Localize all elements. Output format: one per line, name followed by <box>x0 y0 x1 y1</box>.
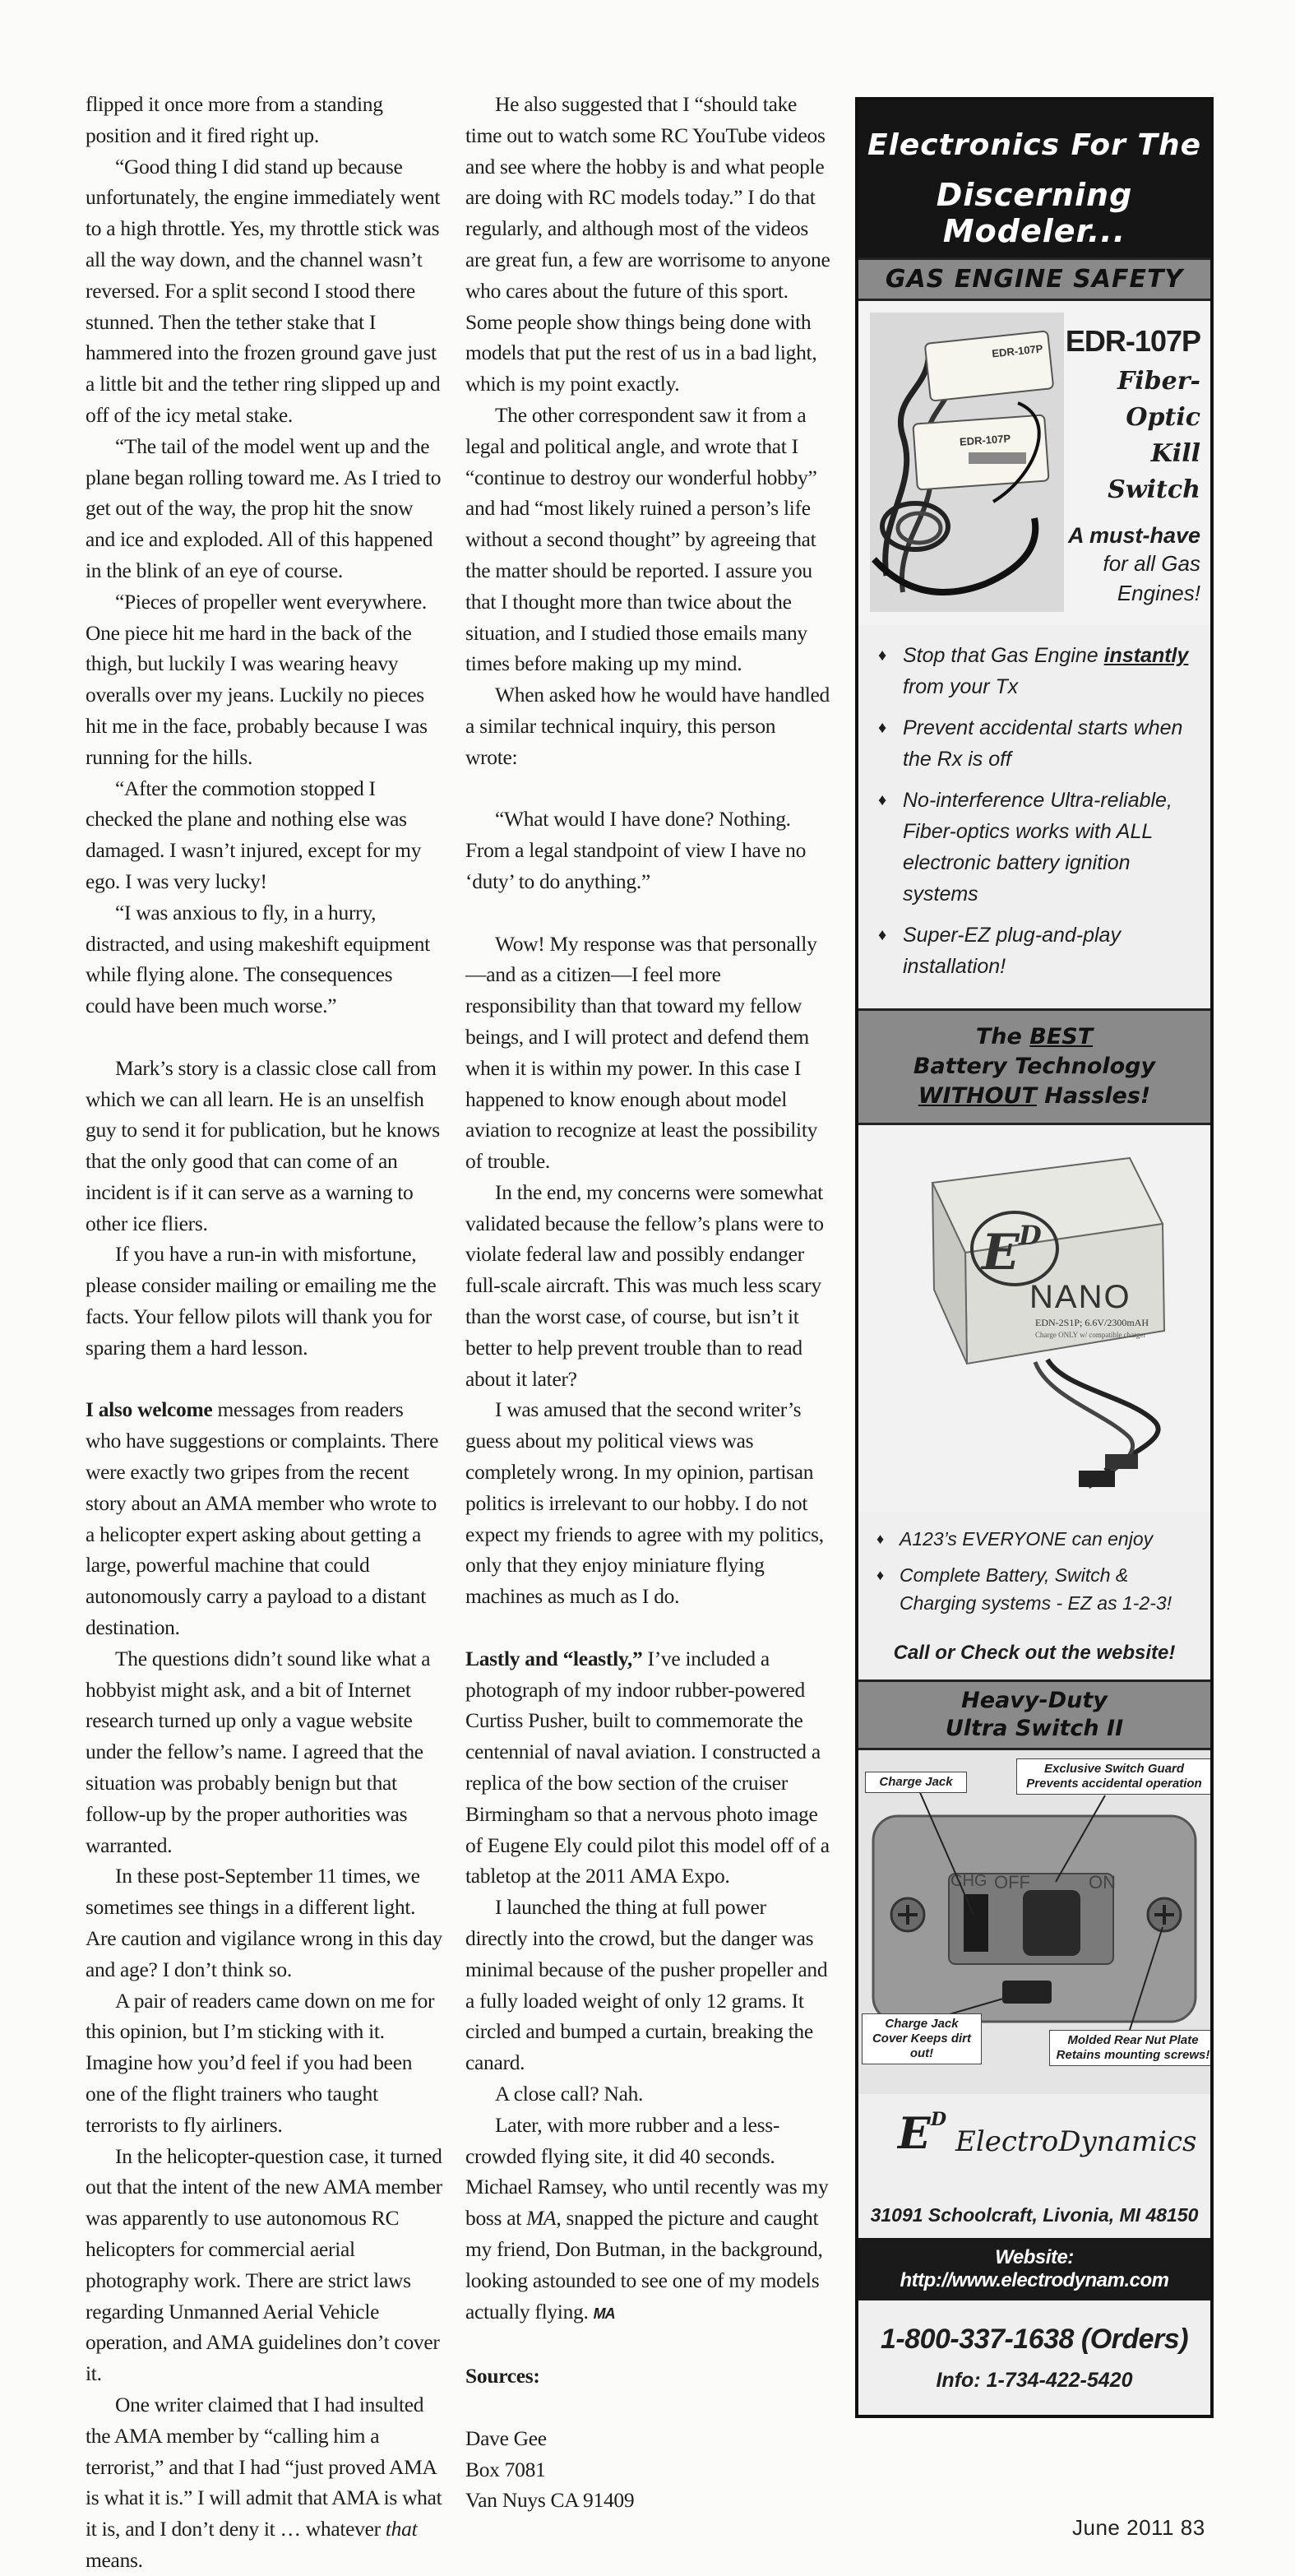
callout-charge-jack: Charge Jack <box>865 1772 967 1793</box>
model-number: EDR-107P <box>1065 324 1200 358</box>
paragraph-text: Later, with more rubber and a less-crowded flying site, it did 40 seconds. Michael Ramsey, who until recently was my boss at <box>465 2112 829 2231</box>
paragraph: In the end, my concerns were somewhat validated because the fellow’s plans were to violate federal law and possibly endanger full-scale aircraft. This was much less scary than the worst case, of course, but isn’t it better to help prevent trouble than to read about it later? <box>465 1179 824 1391</box>
paragraph <box>86 2389 442 2576</box>
callout-jack-cover: Charge Jack Cover Keeps dirt out! <box>862 2013 982 2064</box>
must-have-line: for all Gas <box>1103 551 1200 576</box>
switch-on-mark: ON <box>1089 1872 1116 1893</box>
kill-switch-features <box>858 625 1210 1008</box>
must-have-line: A must-have <box>1067 523 1200 548</box>
paragraph: Wow! My response was that personally—and as a citizen—I feel more responsibility than that toward my fellow beings, and I will protect and defend them when it is within my power. In this case I happened to know enough about model aviation to recognize at least the possibility of trouble. <box>465 931 818 1174</box>
paragraph: The questions didn’t sound like what a hobbyist might ask, and a bit of Internet research turned up only a vague website under the fellow’s name. I agreed that the situation was probably benign but that follow-up by the proper authorities was warranted. <box>86 1646 431 1857</box>
feature-item: ♦ Prevent accidental starts when the Rx is off <box>878 712 1199 775</box>
source-line: Dave Gee <box>465 2425 547 2450</box>
page-folio: June 2011 83 <box>1072 2515 1205 2540</box>
paragraph: In the helicopter-question case, it turned out that the intent of the new AMA member was apparently to use autonomous RC helicopters for commercial aerial photography work. There are strict laws regarding Unmanned Aerial Vehicle operation, and AMA guidelines don’t cover it. <box>86 2143 442 2386</box>
address: 31091 Schoolcraft, Livonia, MI 48150 <box>870 2204 1199 2226</box>
paragraph: “Pieces of propeller went everywhere. One piece hit me hard in the back of the thigh, but luckily I was wearing heavy overalls over my jeans. Luckily no pieces hit me in the face, probably because I was running for the hills. <box>86 589 428 769</box>
run-in-head: I also welcome <box>86 1397 213 1422</box>
battery-band <box>858 1008 1210 1125</box>
article-column-1 <box>86 89 442 2576</box>
product-name-line: Kill <box>1150 439 1200 468</box>
feature-text: from your Tx <box>903 675 1019 698</box>
ultra-switch-band <box>858 1679 1210 1750</box>
paragraph: I was amused that the second writer’s guess about my political views was completely wrong. In my opinion, partisan politics is irrelevant to our hobby. I do not expect my friends to agree with my politics, only that they enjoy miniature flying machines as much as I do. <box>465 1397 824 1609</box>
band-text: Hassles! <box>1036 1083 1151 1109</box>
ad-headline <box>858 100 1210 257</box>
paragraph-text: , snapped the picture and caught my friend, Don Butman, in the background, looking astounded to see one of my models actually flying. <box>465 2206 823 2323</box>
logo-monogram-sup: D <box>931 2109 947 2130</box>
ultra-switch-photo <box>858 1750 1210 2094</box>
feature-item: ♦ A123’s EVERYONE can enjoy <box>876 1525 1202 1553</box>
order-phone: 1-800-337-1638 (Orders) <box>880 2323 1189 2355</box>
paragraph: The other correspondent saw it from a legal and political angle, and wrote that I “continue to destroy our wonderful hobby” and had “most likely ruined a person’s life without a second thought” by agreeing that the matter should be reported. I assure you that I thought more than twice about the situation, and I studied those emails many times before making up my mind. <box>465 402 817 676</box>
ultra-switch-band-line: Ultra Switch II <box>945 1716 1124 1741</box>
quote-paragraph: “What would I have done? Nothing. From a legal standpoint of view I have no ‘duty’ to do anything.” <box>465 807 807 893</box>
feature-item: ♦ No-interference Ultra-reliable, Fiber-optics works with ALL electronic battery ignition systems <box>878 785 1199 910</box>
paragraph: flipped it once more from a standing position and it fired right up. <box>86 92 383 147</box>
paragraph: When asked how he would have handled a similar technical inquiry, this person wrote: <box>465 683 830 769</box>
call-to-action: Call or Check out the website! <box>893 1642 1176 1664</box>
paragraph: Mark’s story is a classic close call from which we can all learn. He is an unselfish guy to send it for publication, but he knows that the only good that can come of an incident is if it can serve as a warning to other ice fliers. <box>86 1055 440 1235</box>
paragraph: A pair of readers came down on me for this opinion, but I’m sticking with it. Imagine how you’d feel if you had been one of the flight trainers who taught terrorists to fly airliners. <box>86 1988 435 2137</box>
ad-headline-line-2: Discerning Modeler... <box>936 177 1133 249</box>
electrodynamics-logo <box>858 2094 1210 2188</box>
source-line: Van Nuys CA 91409 <box>465 2488 635 2513</box>
pack-label: EDR-107P <box>991 342 1044 360</box>
paragraph: He also suggested that I “should take time out to watch some RC YouTube videos and see where the hobby is and what people are doing with RC models today.” I do that regularly, and although most of the videos are great fun, a few are worrisome to anyone who cares about the future of this sport. Some people show things being done with models that put the rest of us in a bad light, which is my point exactly. <box>465 92 830 396</box>
info-phone: Info: 1-734-422-5420 <box>936 2369 1133 2392</box>
paragraph: I launched the thing at full power directly into the crowd, but the danger was minimal because of the pusher propeller and a fully loaded weight of only 12 grams. It circled and bumped a curtain, breaking the canard. <box>465 1895 828 2075</box>
paragraph: A close call? Nah. <box>495 2082 644 2106</box>
source-line: Box 7081 <box>465 2457 546 2481</box>
battery-features <box>858 1512 1210 1630</box>
switch-chg-mark: CHG <box>950 1872 987 1890</box>
must-have-line: Engines! <box>1117 581 1200 605</box>
website: Website: http://www.electrodynam.com <box>858 2238 1210 2300</box>
paragraph-text: means. <box>86 2547 143 2572</box>
battery-band-line <box>858 1082 1210 1111</box>
paragraph <box>465 2110 832 2330</box>
paragraph <box>86 1394 442 1642</box>
emphasis: that <box>385 2517 418 2541</box>
feature-text: Stop that Gas Engine <box>903 644 1104 667</box>
logo-monogram: E <box>898 2109 931 2159</box>
logo-wordmark: ElectroDynamics <box>955 2125 1197 2158</box>
paragraph-text: I’ve included a photograph of my indoor rubber-powered Curtiss Pusher, built to commemorate the centennial of naval aviation. I constructed a replica of the bow section of the cruiser Birmingham so that a nervous photo image of Eugene Ely could pilot this model off of a tabletop at the 2011 AMA Expo. <box>465 1646 830 1888</box>
kill-switch-photo <box>870 313 1064 612</box>
nano-logo-mark: D <box>1019 1220 1042 1251</box>
battery-band-line: Battery Technology <box>913 1054 1156 1079</box>
callout-nut-plate: Molded Rear Nut Plate Retains mounting screws! <box>1049 2030 1214 2066</box>
paragraph: In these post-September 11 times, we sometimes see things in a different light. Are caution and vigilance wrong in this day and age? I don’t think so. <box>86 1864 442 1981</box>
battery-band-line <box>858 1022 1210 1052</box>
run-in-head: Lastly and “leastly,” <box>465 1646 643 1670</box>
electrodynamics-advertisement <box>855 97 1214 2418</box>
paragraph-text: messages from readers who have suggestions or complaints. There were exactly two gripes from the recent story about an AMA member who wrote to a helicopter expert asking about getting a large, powerful machine that could autonomously carry a payload to a distant destination. <box>86 1397 439 1640</box>
product-name-line: Switch <box>1108 475 1200 504</box>
kill-switch-copy <box>1061 324 1200 608</box>
paragraph <box>465 1643 832 1892</box>
nano-logo-mark: E <box>982 1224 1020 1281</box>
nano-spec-sub: Charge ONLY w/ compatible charger <box>1035 1331 1146 1339</box>
article-column-2 <box>465 89 832 2516</box>
paragraph: “The tail of the model went up and the plane began rolling toward me. As I tried to get out of the way, the prop hit the snow and ice and exploded. All of this happened in the blink of an eye of course. <box>86 433 442 582</box>
nano-brand: NANO <box>1029 1279 1131 1315</box>
nano-spec-label: EDN-2S1P; 6.6V/2300mAH <box>1035 1317 1149 1328</box>
feature-emphasis: instantly <box>1103 644 1189 667</box>
feature-item: ♦ Super-EZ plug-and-play installation! <box>878 920 1199 982</box>
paragraph: If you have a run-in with misfortune, please consider mailing or emailing me the facts. Your fellow pilots will thank you for sparing them a hard lesson. <box>86 1242 437 1360</box>
sources-heading: Sources: <box>465 2364 540 2388</box>
paragraph: “After the commotion stopped I checked the plane and nothing else was damaged. I wasn’t injured, except for my ego. I was very lucky! <box>86 776 422 893</box>
end-mark-logo: MA <box>593 2305 615 2322</box>
kill-switch-section <box>858 301 1210 625</box>
pack-label: EDR-107P <box>959 432 1011 448</box>
ultra-switch-band-line: Heavy-Duty <box>961 1688 1108 1713</box>
band-text: WITHOUT <box>918 1083 1037 1109</box>
callout-switch-guard: Exclusive Switch Guard Prevents accidental operation <box>1016 1758 1212 1795</box>
switch-off-mark: OFF <box>994 1872 1030 1893</box>
emphasis: MA <box>526 2206 557 2231</box>
battery-illustration <box>858 1125 1210 1512</box>
band-text: BEST <box>1029 1024 1094 1049</box>
nano-battery-photo <box>858 1125 1210 1512</box>
paragraph-text: One writer claimed that I had insulted the AMA member by “calling him a terrorist,” and that I had “just proved AMA is what it is.” I will admit that AMA is what it is, and I don’t deny it … whatever <box>86 2392 442 2541</box>
paragraph: “Good thing I did stand up because unfortunately, the engine immediately went to a high throttle. Yes, my throttle stick was all the way down, and the channel wasn’t reversed. For a split second I stood there stunned. Then the tether stake that I hammered into the frozen ground gave just a little bit and the tether ring slipped up and off of the icy metal stake. <box>86 154 441 427</box>
product-name-line: Fiber-Optic <box>1117 367 1200 432</box>
band-text: The <box>975 1024 1030 1049</box>
feature-item <box>878 640 1199 702</box>
feature-item: ♦ Complete Battery, Switch & Charging systems - EZ as 1-2-3! <box>876 1561 1202 1617</box>
ad-headline-line-1: Electronics For The <box>867 128 1202 162</box>
gas-safety-band: GAS ENGINE SAFETY <box>858 257 1210 301</box>
paragraph: “I was anxious to fly, in a hurry, distracted, and using makeshift equipment while flying alone. The consequences could have been much worse.” <box>86 900 430 1018</box>
